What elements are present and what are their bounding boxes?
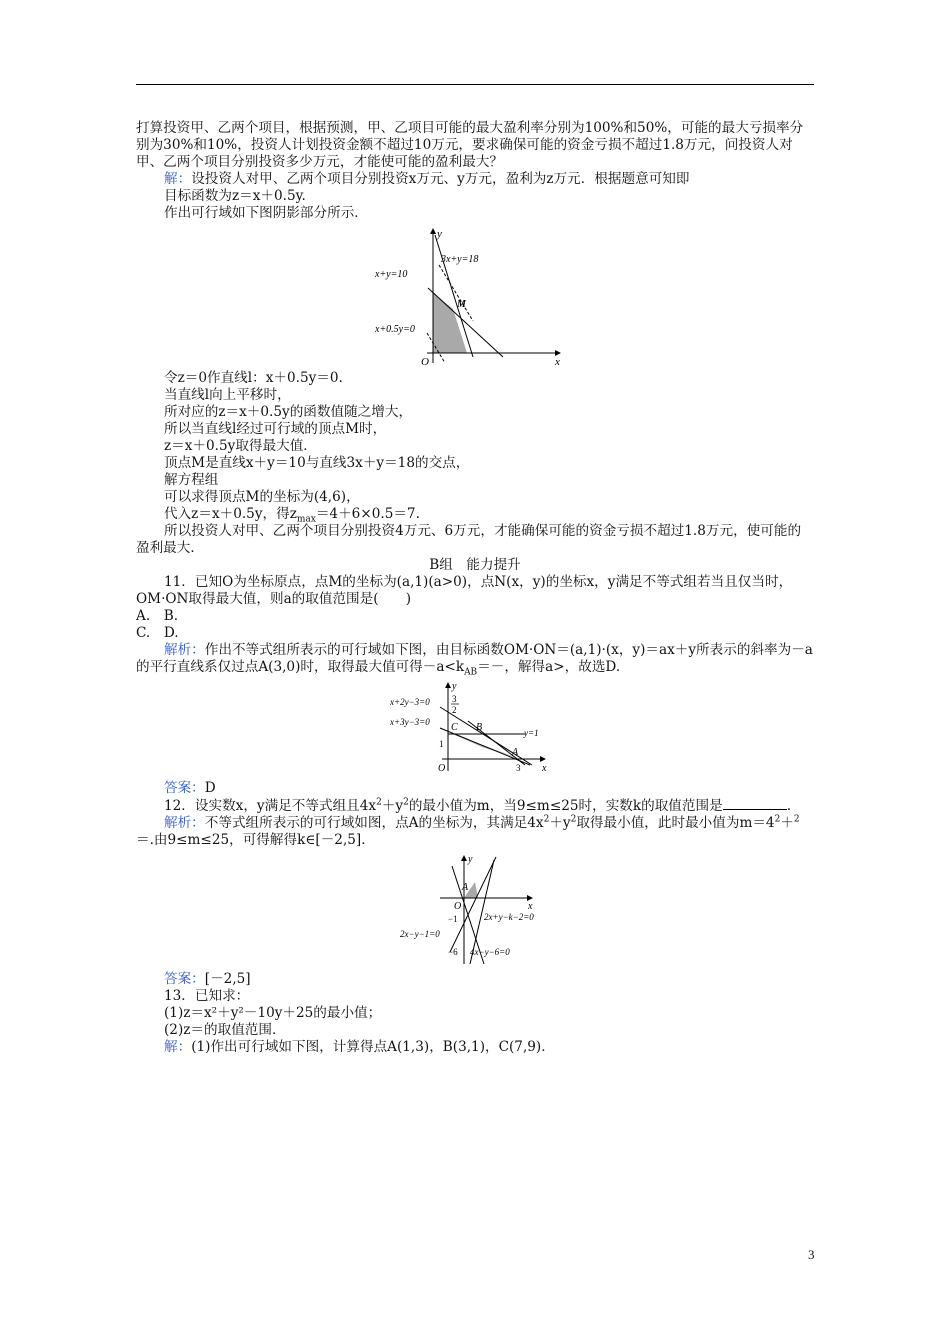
problem11-options-cd: C. D. [136,625,179,641]
step-10: 所以投资人对甲、乙两个项目分别投资4万元、6万元，才能确保可能的资金亏损不超过1.8万元，使可能的盈利最大． [136,523,802,556]
fig11-tick-3: 3 [452,694,457,704]
answer-blank [723,797,787,810]
page-number: 3 [808,1247,815,1262]
step-8: 可以求得顶点M的坐标为(4,6)， [164,489,360,505]
fig11-label-l2: x+3y−3=0 [390,717,430,727]
problem10-text: 打算投资甲、乙两个项目，根据预测，甲、乙项目可能的最大盈利率分别为100%和50%，可能的最大亏损率分别为30%和10%，投资人计划投资金额不超过10万元，要求确保可能的资金亏损不超过1.8万元，问投资人对甲、乙两个项目分别投资多少万元，才能使可能的盈利最大？ [136,120,804,170]
fig11-tick-x3: 3 [516,763,521,773]
problem12-text: 12．设实数x，y满足不等式组且$4x^2+y^2$的最小值为m，当9≤m≤25时，实数k的取值范围是 . [164,797,792,814]
problem13-line1: 13．已知求： [164,988,250,1004]
header-rule [136,84,814,85]
fig11-point-C: C [451,722,458,733]
step-3: 所对应的z＝x＋0.5y的函数值随之增大， [164,404,413,420]
fig10-x-label: x [555,356,560,367]
fig12-x-label: x [528,901,533,912]
step-9: 代入z＝x＋0.5y，得$z_{max}=4+6\times 0.5=7$. [164,506,420,525]
feasible-line: 作出可行域如下图阴影部分所示． [164,205,368,221]
fig11-tick-1: 1 [439,739,444,749]
fig11-tick-2: 2 [452,705,457,715]
figure-10 [136,225,814,367]
figure-11 [136,679,814,777]
line-x-plus-2y [440,707,532,765]
fig12-y-label: y [468,854,473,865]
problem11-text: 11．已知O为坐标原点，点M的坐标为(a,1)(a>0)，点N(x，y)的坐标x，y满足不等式组若当且仅当时，OM·ON取得最大值，则a的取值范围是( ) [136,574,793,607]
solution-text: 设投资人对甲、乙两个项目分别投资x万元、y万元，盈利为z万元．根据题意可知即 [191,171,690,187]
problem13-line2: (1)z＝x²＋y²－10y＋25的最小值； [164,1005,382,1021]
fig11-point-B: B [476,722,483,733]
figure-12 [136,852,814,968]
step-4: 所以当直线l经过可行域的顶点M时， [164,421,387,437]
problem12-solution: 解析：不等式组所表示的可行域如图，点A的坐标为，其满足$4x^2+y^2$取得最小值，此时最小值为$m=4^2+^2=$.由9≤m≤25，可得解得k∈[－2,5]． [136,814,800,848]
problem10-solution [136,171,814,188]
step-7: 解方程组 [164,472,219,488]
step-5: z＝x＋0.5y取得最大值． [164,438,317,454]
fig12-label-l2: 2x−y−1=0 [400,929,440,939]
fig12-origin: O [454,901,462,912]
objective-line: 目标函数为z＝x＋0.5y. [164,188,306,204]
step-2: 当直线l向上平移时， [164,387,291,403]
fig11-origin: O [438,763,446,774]
fig10-label-l3: x+0.5y=0 [375,324,415,335]
solution-label: 解： [164,171,192,187]
fig12-label-l1: 2x+y−k−2=0 [484,912,534,922]
fig12-label-l3: 4x−y−6=0 [470,947,510,957]
fig12-tick-minus6: −6 [448,947,458,957]
fig11-label-l1: x+2y−3=0 [390,697,430,707]
fig10-label-l1: x+y=10 [375,269,408,280]
fig10-point-M: M [457,299,466,310]
step-1: 令z＝0作直线l：x＋0.5y＝0. [164,370,343,386]
page-content [136,120,814,1056]
step-6: 顶点M是直线x＋y＝10与直线3x＋y＝18的交点， [164,455,470,471]
fig12-tick-minus1: −1 [448,914,458,924]
fig11-y-label: y [452,681,457,692]
fig10-label-l2: 3x+y=18 [441,254,479,265]
section-title: B组 能力提升 [429,557,521,573]
answer-12: 答案：[－2,5] [164,971,251,987]
fig10-origin: O [421,356,429,367]
answer-11: 答案：D [164,780,216,796]
fig11-label-l3: y=1 [524,728,539,738]
fig11-x-label: x [542,763,547,774]
fig10-y-label: y [437,228,442,240]
problem11-options-ab: A. B. [136,608,179,624]
problem13-solution: 解：(1)作出可行域如下图，计算得点A(1,3)，B(3,1)，C(7,9)． [164,1039,555,1055]
fig11-point-A: A [512,747,519,758]
problem11-solution: 解析：作出不等式组所表示的可行域如下图，由目标函数OM·ON＝(a,1)·(x，y)＝ax＋y所表示的斜率为－a的平行直线系仅过点A(3,0)时，取得最大值可得$-a<k_{AB}=-$，解得a>，故选D. [136,642,813,678]
fig12-point-A: A [462,882,469,893]
problem13-line3: (2)z＝的取值范围． [164,1022,286,1038]
